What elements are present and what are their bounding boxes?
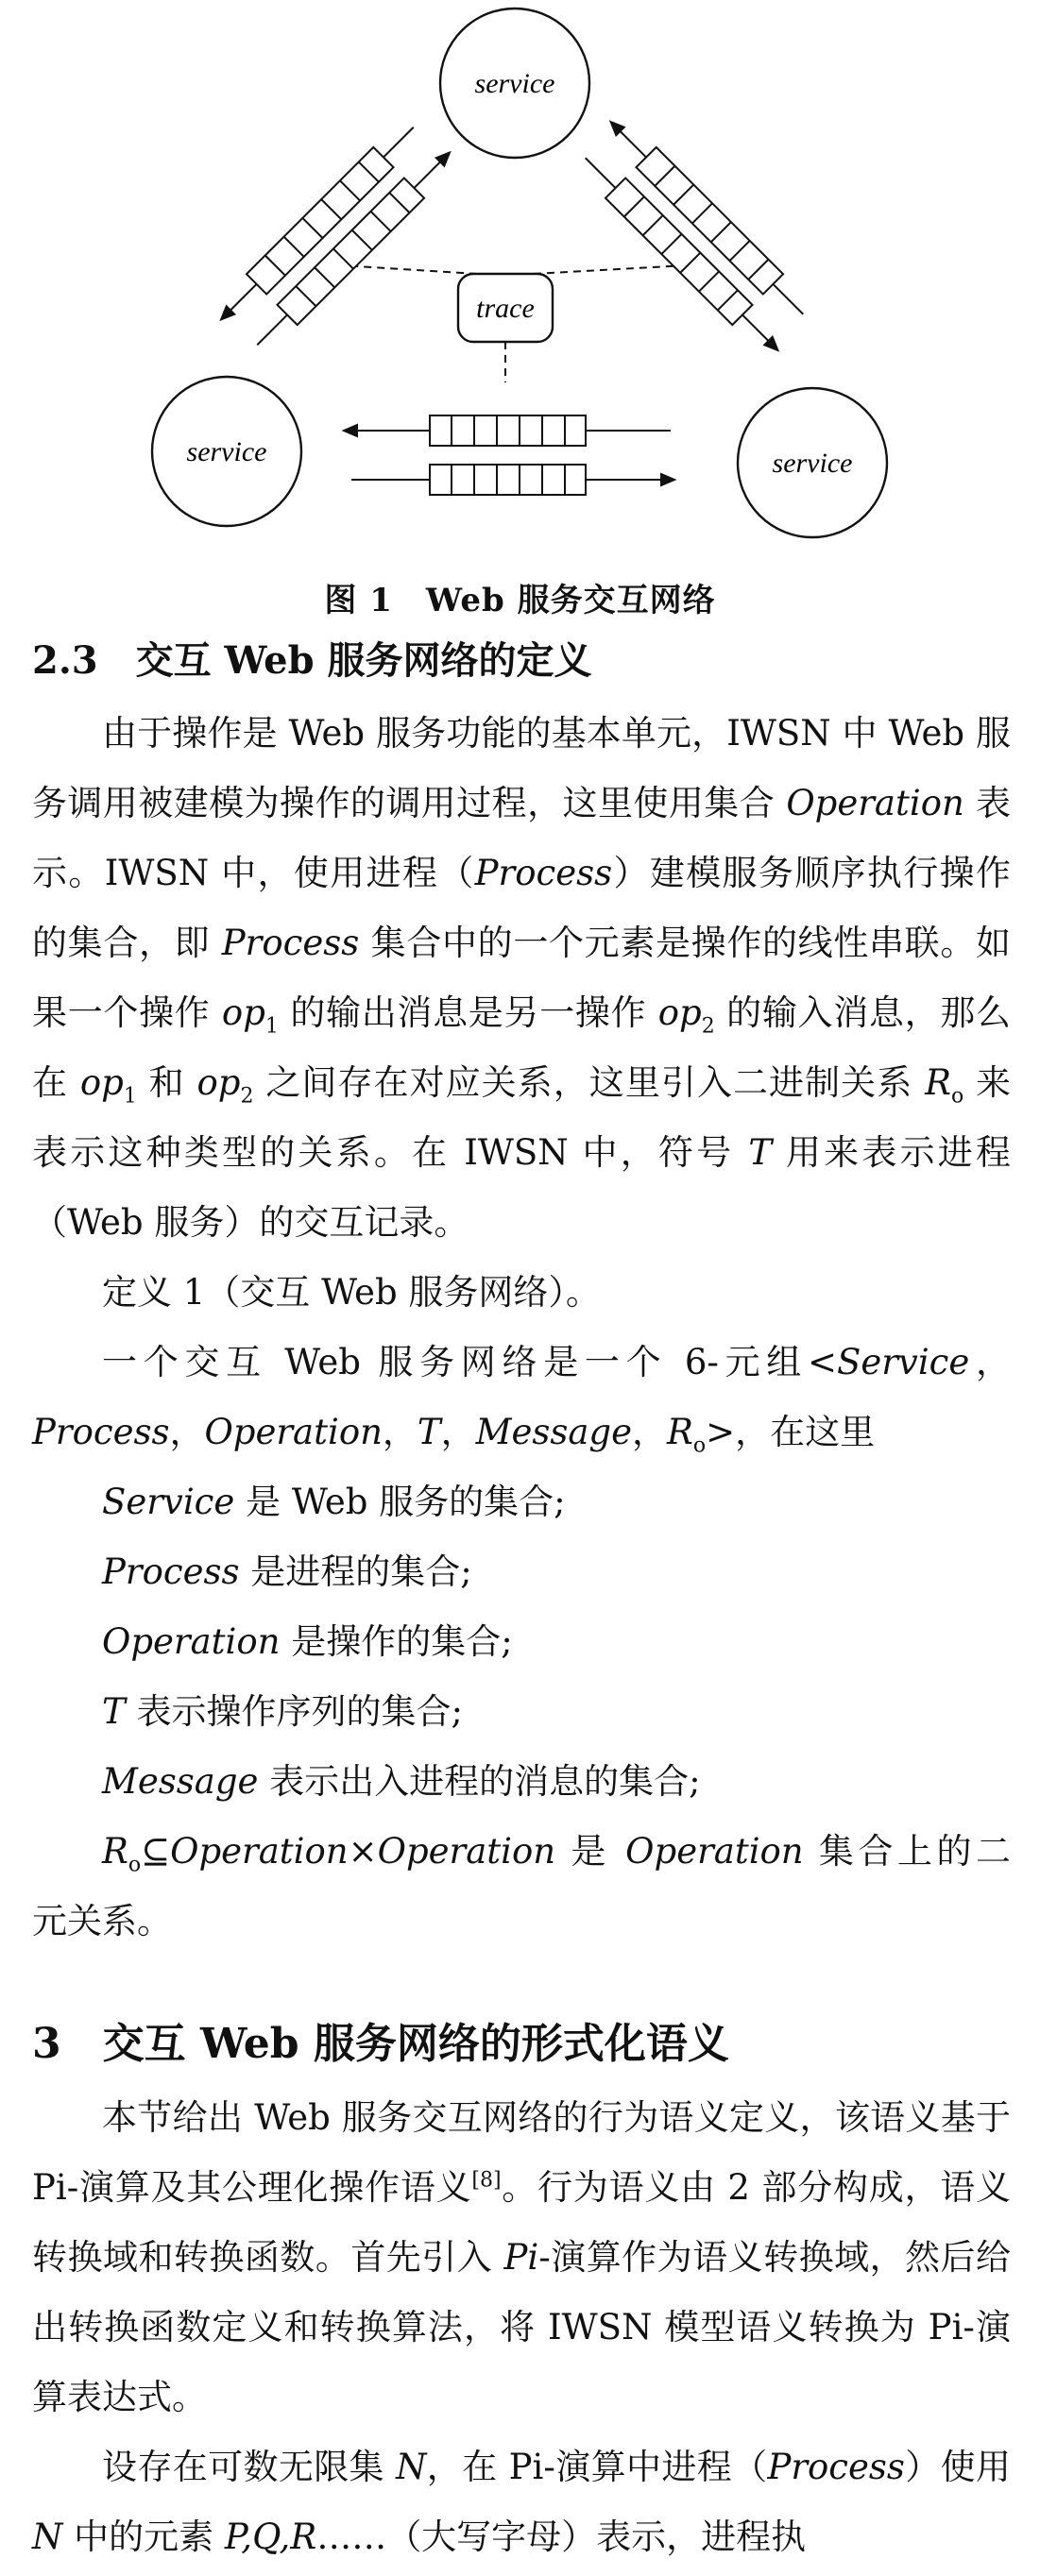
definition-tuple: 一个交互 Web 服务网络是一个 6-元组<Service，Process，Operation，T，Message，$R_o>$，在这里 xyxy=(32,1342,1012,1458)
figure-web-service-network xyxy=(0,0,1040,576)
definition-item: Process 是进程的集合; xyxy=(102,1551,472,1592)
paragraph-semantics-intro: 本节给出 Web 服务交互网络的行为语义定义，该语义基于 Pi-演算及其公理化操作语义[8]。行为语义由 2 部分构成，语义转换域和转换函数。首先引入 Pi-演算作为语义转换域，然后给出转换函数定义和转换算法，将 IWSN 模型语义转换为 Pi-演算表达式。 xyxy=(32,2097,1011,2417)
node-label-top: service xyxy=(474,68,555,99)
figure-caption: 图 1 Web 服务交互网络 xyxy=(324,582,716,619)
definition-item: Service 是 Web 服务的集合; xyxy=(102,1482,566,1522)
paragraph-pi-calculus: 设存在可数无限集 N，在 Pi-演算中进程（Process）使用 N 中的元素 P,Q,R……（大写字母）表示，进程执 xyxy=(32,2447,1012,2557)
citation-ref[interactable]: [8] xyxy=(471,2168,502,2193)
node-label-left: service xyxy=(186,436,267,467)
section-3-body xyxy=(32,2083,1011,2572)
section-title: 交互 Web 服务网络的定义 xyxy=(135,638,592,683)
section-number: 2.3 xyxy=(32,638,98,683)
node-label-right: service xyxy=(772,448,853,479)
section-heading-2-3 xyxy=(32,631,1012,685)
queue-right-diagonal xyxy=(570,111,818,360)
section-number: 3 xyxy=(32,2020,61,2068)
definition-item: Operation 是操作的集合; xyxy=(102,1621,513,1662)
definition-item: T 表示操作序列的集合; xyxy=(102,1691,463,1732)
section-heading-3 xyxy=(32,2009,1012,2070)
queue-bottom-horizontal xyxy=(344,415,674,495)
section-2-3-body xyxy=(32,699,1011,1957)
definition-relation: $R_o⊆Operation\times Operation$ 是 Operation 集合上的二元关系。 xyxy=(32,1831,1011,1941)
definition-item: Message 表示出入进程的消息的集合; xyxy=(102,1761,701,1802)
node-label-trace: trace xyxy=(476,293,535,324)
definition-title: 定义 1（交互 Web 服务网络）。 xyxy=(102,1272,601,1313)
paragraph-iwsn-intro: 由于操作是 Web 服务功能的基本单元，IWSN 中 Web 服务调用被建模为操作的调用过程，这里使用集合 Operation 表示。IWSN 中，使用进程（Process）建模服务顺序执行操作的集合，即 Process 集合中的一个元素是操作的线性串联。如果一个操作 $op_1$ 的输出消息是另一操作 $op_2$ 的输入消息，那么在 $op_1$ 和 $op_2$ 之间存在对应关系，这里引入二进制关系 $R_o$ 来表示这种类型的关系。在 IWSN 中，符号 T 用来表示进程（Web 服务）的交互记录。 xyxy=(32,713,1012,1243)
section-title: 交互 Web 服务网络的形式化语义 xyxy=(102,2020,729,2068)
queue-left-diagonal xyxy=(211,111,459,360)
